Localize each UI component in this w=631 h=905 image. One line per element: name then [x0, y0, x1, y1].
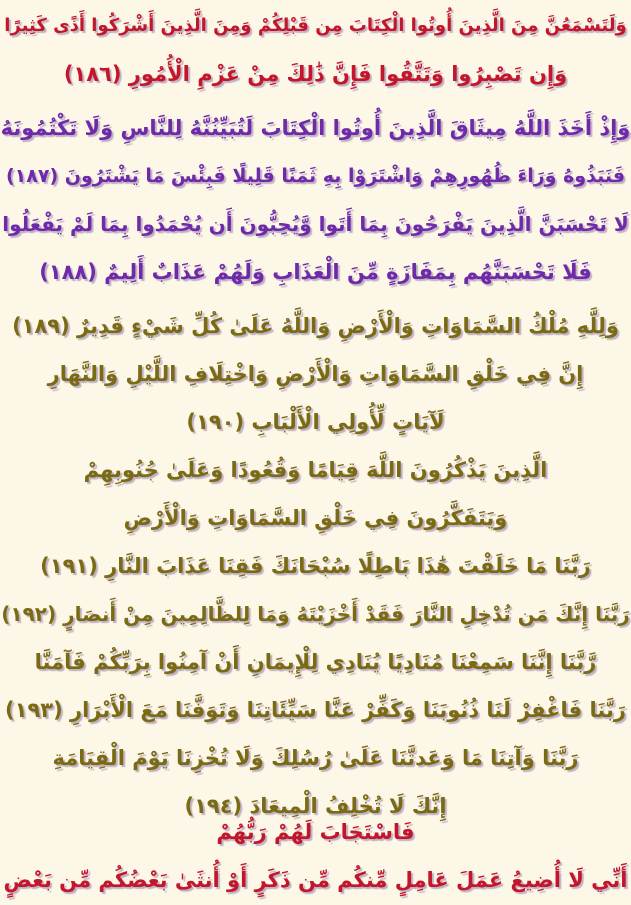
verse-line: وَإِذْ أَخَذَ اللَّهُ مِيثَاقَ الَّذِينَ أُوتُوا الْكِتَابَ لَتُبَيِّنُنَّهُ لِلنَّاسِ وَلَا تَكْتُمُونَهُ [0, 116, 631, 140]
verse-line: وَإِن تَصْبِرُوا وَتَتَّقُوا فَإِنَّ ذَٰلِكَ مِنْ عَزْمِ الْأُمُورِ (١٨٦) [63, 62, 568, 86]
verse-line: إِنَّكَ لَا تُخْلِفُ الْمِيعَادَ (١٩٤) [184, 794, 447, 818]
verse-line: رَبَّنَا وَآتِنَا مَا وَعَدتَّنَا عَلَىٰ رُسُلِكَ وَلَا تُخْزِنَا يَوْمَ الْقِيَامَةِ [52, 746, 579, 770]
verse-block-189-194 [0, 302, 631, 830]
verse-line: فَاسْتَجَابَ لَهُمْ رَبُّهُمْ [216, 820, 415, 844]
verse-line: وَلِلَّهِ مُلْكُ السَّمَاوَاتِ وَالْأَرْضِ وَاللَّهُ عَلَىٰ كُلِّ شَيْءٍ قَدِيرٌ (١٨٩) [12, 314, 619, 338]
verse-line: لَا تَحْسَبَنَّ الَّذِينَ يَفْرَحُونَ بِمَا أَتَوا وَّيُحِبُّونَ أَن يُحْمَدُوا بِمَا لَمْ يَفْعَلُوا [2, 212, 629, 236]
verse-line: رَبَّنَا مَا خَلَقْتَ هَٰذَا بَاطِلًا سُبْحَانَكَ فَقِنَا عَذَابَ النَّارِ (١٩١) [40, 554, 591, 578]
verse-line: الَّذِينَ يَذْكُرُونَ اللَّهَ قِيَامًا وَقُعُودًا وَعَلَىٰ جُنُوبِهِمْ [83, 458, 548, 482]
verse-line: رَبَّنَا فَاغْفِرْ لَنَا ذُنُوبَنَا وَكَفِّرْ عَنَّا سَيِّئَاتِنَا وَتَوَفَّنَا مَعَ الْأَبْرَارِ (١٩٣) [5, 698, 626, 722]
verse-line: إِنَّ فِي خَلْقِ السَّمَاوَاتِ وَالْأَرْضِ وَاخْتِلَافِ اللَّيْلِ وَالنَّهَارِ [47, 362, 584, 386]
verse-line: أَنِّي لَا أُضِيعُ عَمَلَ عَامِلٍ مِّنكُم مِّن ذَكَرٍ أَوْ أُنثَىٰ بَعْضُكُم مِّن بَعْضٍ [3, 868, 628, 892]
verse-line: فَلَا تَحْسَبَنَّهُم بِمَفَازَةٍ مِّنَ الْعَذَابِ وَلَهُمْ عَذَابٌ أَلِيمٌ (١٨٨) [39, 260, 592, 284]
verse-line: وَيَتَفَكَّرُونَ فِي خَلْقِ السَّمَاوَاتِ وَالْأَرْضِ [123, 506, 508, 530]
verse-block-195 [0, 808, 631, 904]
verse-line: رَبَّنَا إِنَّكَ مَن تُدْخِلِ النَّارَ فَقَدْ أَخْزَيْتَهُ وَمَا لِلظَّالِمِينَ مِنْ أَنصَارٍ (١٩٢) [1, 602, 630, 626]
verse-line: لَآيَاتٍ لِّأُولِي الْأَلْبَابِ (١٩٠) [186, 410, 445, 434]
verse-line: فَنَبَذُوهُ وَرَاءَ ظُهُورِهِمْ وَاشْتَرَوْا بِهِ ثَمَنًا قَلِيلًا فَبِئْسَ مَا يَشْتَرُونَ (١٨٧) [5, 165, 626, 187]
verse-block-186 [0, 2, 631, 98]
verse-line: رَّبَّنَا إِنَّنَا سَمِعْنَا مُنَادِيًا يُنَادِي لِلْإِيمَانِ أَنْ آمِنُوا بِرَبِّكُمْ فَآمَنَّا [34, 650, 597, 674]
verse-line: وَلَتَسْمَعُنَّ مِنَ الَّذِينَ أُوتُوا الْكِتَابَ مِن قَبْلِكُمْ وَمِنَ الَّذِينَ أَشْرَكُوا أَذًى كَثِيرًا [4, 15, 627, 36]
verse-block-187-188 [0, 104, 631, 296]
